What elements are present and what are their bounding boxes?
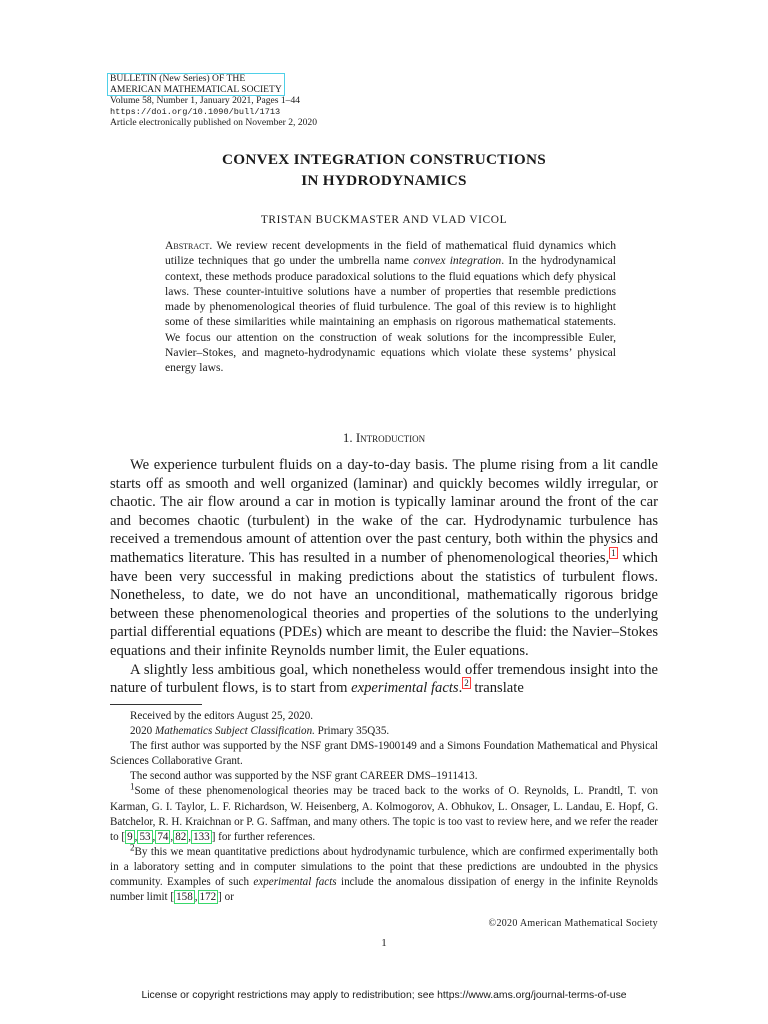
volume-info: Volume 58, Number 1, January 2021, Pages 1–44 [110,95,301,107]
section-heading: 1. Introduction [342,430,426,445]
intro-body [110,456,658,698]
footnote-link-2[interactable]: 2 [464,678,469,689]
citation-link[interactable]: 82 [175,830,187,843]
citation-link[interactable]: 9 [127,830,133,843]
authors: TRISTAN BUCKMASTER AND VLAD VICOL [260,214,508,226]
msc-note: 2020 Mathematics Subject Classification. Primary 35Q35. [130,725,390,738]
publication-date: Article electronically published on November 2, 2020 [110,116,318,128]
citation-link[interactable]: 172 [199,891,217,904]
footnotes [110,709,658,905]
footnote-2: $^2$By this we mean quantitative predictions about hydrodynamic turbulence, which are confirmed experimentally both in a laboratory setting and in computer simulations to the point that these predictions are undoubted in the physics community. Examples of such experimental facts include the anomalous dissipation of energy in the infinite Reynolds number limit [ 158 , 172 ] or [110,842,658,904]
support-note-2: The second author was supported by the NSF grant CAREER DMS–1911413. [130,770,478,783]
citation-link[interactable]: 133 [193,830,210,843]
paper-title: CONVEX INTEGRATION CONSTRUCTIONS IN HYDRODYNAMICS [221,151,547,189]
abstract: Abstract. We review recent developments in the field of mathematical fluid dynamics which utilize techniques that go under the umbrella name convex integration. In the hydrodynamical context, these methods produce paradoxical solutions to the fluid equations which defy physical laws. These counter-intuitive solutions have a number of properties that resemble predictions made by phenomenological theories of fluid turbulence. The goal of this review is to highlight some of these similarities while maintaining an emphasis on rigorous mathematical statements. We focus our attention on the construction of weak solutions for the incompressible Euler, Navier–Stokes, and magneto-hydrodynamic equations which violate these systems’ physical energy laws. [165,239,616,375]
paragraph: A slightly less ambitious goal, which nonetheless would offer tremendous insight into the nature of turbulent flows, is to start from experimental facts. $^2$ translate [110,661,658,697]
copyright-notice: ©2020 American Mathematical Society [488,918,658,929]
abstract-label: Abstract. [165,239,213,252]
journal-header [110,73,317,129]
page-number: 1 [381,937,387,949]
footnote-1: $^1$Some of these phenomenological theories may be traced back to the works of O. Reynolds, L. Prandtl, T. von Karman, G. I. Taylor, L. F. Richardson, W. Heisenberg, A. Kolmogorov, A. Obhukov, L. Onsager, L. Landau, E. Hopf, G. Batchelor, R. H. Kraichnan or P. G. Saffman, and many others. The topic is too vast to review here, and we refer the reader to [ 9 , 53 , 74 , 82 , 133 ] for further references. [110,781,658,843]
paragraph: We experience turbulent fluids on a day-to-day basis. The plume rising from a lit candle starts off as smooth and well organized (laminar) and quickly becomes wildly irregular, or chaotic. The air flow around a car in motion is typically laminar around the front of the car and becomes chaotic (turbulent) in the wake of the car. Hydrodynamic turbulence has received a tremendous amount of attention over the past century, both within the physics and mathematics literature. This has resulted in a number of phenomenological theories, $^1$ which have been very successful in making predictions about the statistics of turbulent flows. Nonetheless, to date, we do not have an unconditional, mathematically rigorous bridge between these phenomenological theories and properties of the solutions to the underlying partial differential equations (PDEs) which are meant to describe the fluid: the Navier–Stokes equations and their infinite Reynolds number limit, the Euler equations. [110,457,658,659]
citation-link[interactable]: 158 [176,891,193,904]
license-notice: License or copyright restrictions may apply to redistribution; see https://www.ams.org/journal-terms-of-use [141,990,627,1001]
footnote-link-1[interactable]: 1 [611,548,616,559]
support-note-1: The first author was supported by the NSF grant DMS-1900149 and a Simons Foundation Mathematical and Physical Sciences Collaborative Grant. [110,740,658,768]
received-note: Received by the editors August 25, 2020. [130,710,314,722]
footnote-rule [110,704,202,705]
citation-link[interactable]: 53 [139,830,151,843]
citation-link[interactable]: 74 [157,830,169,843]
journal-link[interactable]: BULLETIN (New Series) OF THE AMERICAN MATHEMATICAL SOCIETY [107,73,285,96]
doi-link[interactable]: https://doi.org/10.1090/bull/1713 [110,107,281,118]
